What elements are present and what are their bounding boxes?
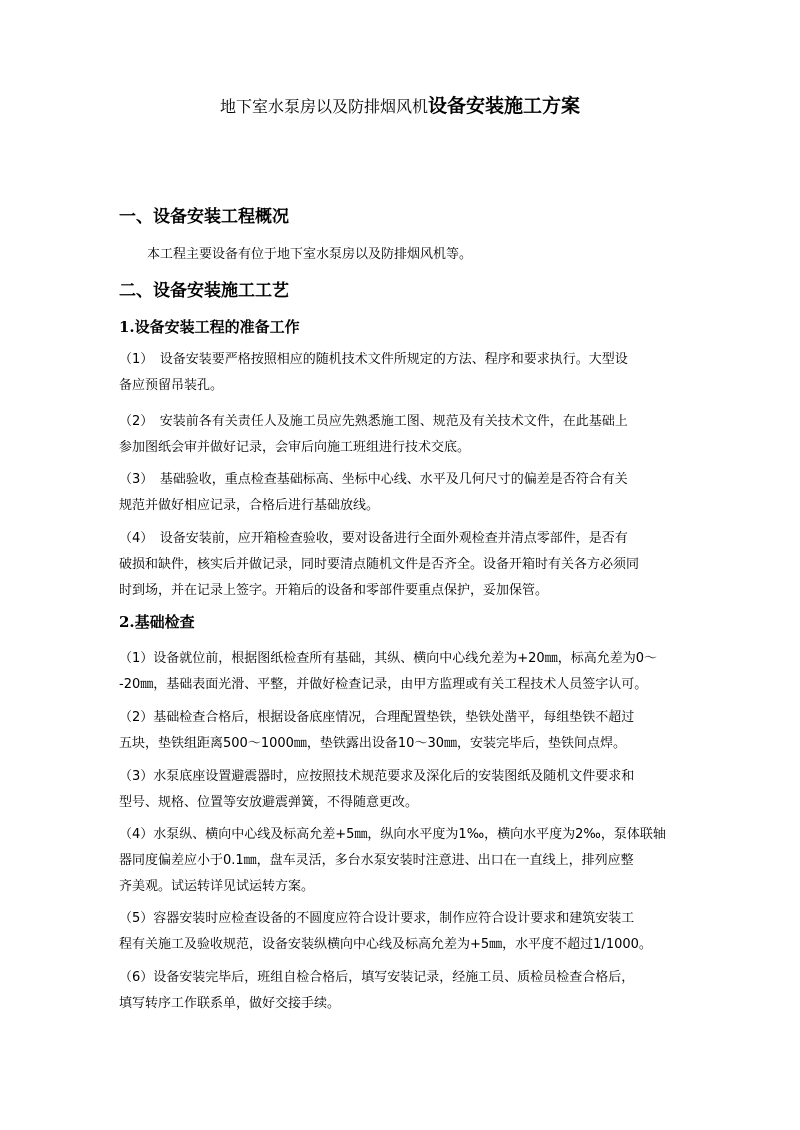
sub2-paragraph-4 <box>119 822 683 900</box>
paragraph-line: 齐美观。试运转详见试运转方案。 <box>119 879 315 894</box>
section-1-text: 本工程主要设备有位于地下室水泵房以及防排烟风机等。 <box>147 247 473 262</box>
paragraph-line: （2） 安装前各有关责任人及施工员应先熟悉施工图、规范及有关技术文件，在此基础上 <box>119 414 628 429</box>
paragraph-line: 规范并做好相应记录，合格后进行基础放线。 <box>119 498 380 513</box>
paragraph-line: （6）设备安装完毕后，班组自检合格后，填写安装记录，经施工员、质检员检查合格后， <box>119 970 635 985</box>
paragraph-line: （1）设备就位前，根据图纸检查所有基础，其纵、横向中心线允差为+20㎜，标高允差为0～ <box>119 651 657 666</box>
paragraph-line: （4） 设备安装前，应开箱检查验收，要对设备进行全面外观检查并清点零部件，是否有 <box>119 531 628 546</box>
sub2-paragraph-1 <box>119 646 683 698</box>
paragraph-line: 五块，垫铁组距离500～1000㎜，垫铁露出设备10～30㎜，安装完毕后，垫铁间点焊。 <box>119 736 626 751</box>
sub2-paragraph-3 <box>119 764 683 816</box>
paragraph-line: 破损和缺件，核实后并做记录，同时要清点随机文件是否齐全。设备开箱时有关各方必须同 <box>119 557 640 572</box>
sub2-paragraph-6 <box>119 965 683 1017</box>
section-1-heading: 一、设备安装工程概况 <box>119 207 289 227</box>
paragraph-line: （3）水泵底座设置避震器时，应按照技术规范要求及深化后的安装图纸及随机文件要求和 <box>119 769 635 784</box>
paragraph-line: 型号、规格、位置等安放避震弹簧，不得随意更改。 <box>119 795 419 810</box>
sub1-paragraph-3 <box>119 467 683 519</box>
paragraph-line: （5）容器安装时应检查设备的不圆度应符合设计要求，制作应符合设计要求和建筑安装工 <box>119 911 635 926</box>
paragraph-line: （1） 设备安装要严格按照相应的随机技术文件所规定的方法、程序和要求执行。大型设 <box>119 352 628 367</box>
title-main: 设备安装施工方案 <box>428 95 581 117</box>
sub2-paragraph-5 <box>119 906 683 958</box>
paragraph-line: 参加图纸会审并做好记录，会审后向施工班组进行技术交底。 <box>119 440 471 455</box>
paragraph-line: 器同度偏差应小于0.1㎜，盘车灵活，多台水泵安装时注意进、出口在一直线上，排列应整 <box>119 853 634 868</box>
sub1-paragraph-1 <box>119 347 683 399</box>
sub2-paragraph-2 <box>119 705 683 757</box>
subsection-2-heading: 2.基础检查 <box>119 613 195 631</box>
paragraph-line: （3） 基础验收，重点检查基础标高、坐标中心线、水平及几何尺寸的偏差是否符合有关 <box>119 472 628 487</box>
sub1-paragraph-4 <box>119 526 683 604</box>
paragraph-line: 程有关施工及验收规范，设备安装纵横向中心线及标高允差为+5㎜，水平度不超过1/1000。 <box>119 937 652 952</box>
paragraph-line: （2）基础检查合格后，根据设备底座情况，合理配置垫铁，垫铁处凿平，每组垫铁不超过 <box>119 710 635 725</box>
title-prefix: 地下室水泵房以及防排烟风机 <box>219 97 428 116</box>
paragraph-line: 填写转序工作联系单，做好交接手续。 <box>119 996 341 1011</box>
paragraph-line: （4）水泵纵、横向中心线及标高允差+5㎜，纵向水平度为1‰，横向水平度为2‰，泵体联轴 <box>119 827 666 842</box>
paragraph-line: 时到场，并在记录上签字。开箱后的设备和零部件要重点保护，妥加保管。 <box>119 583 549 598</box>
paragraph-line: 备应预留吊装孔。 <box>119 378 224 393</box>
sub1-paragraph-2 <box>119 409 683 461</box>
subsection-1-heading: 1.设备安装工程的准备工作 <box>119 318 300 336</box>
document-title <box>0 94 800 119</box>
section-2-heading: 二、设备安装施工工艺 <box>119 281 289 301</box>
paragraph-line: -20㎜，基础表面光滑、平整，并做好检查记录，由甲方监理或有关工程技术人员签字认可。 <box>119 677 648 692</box>
